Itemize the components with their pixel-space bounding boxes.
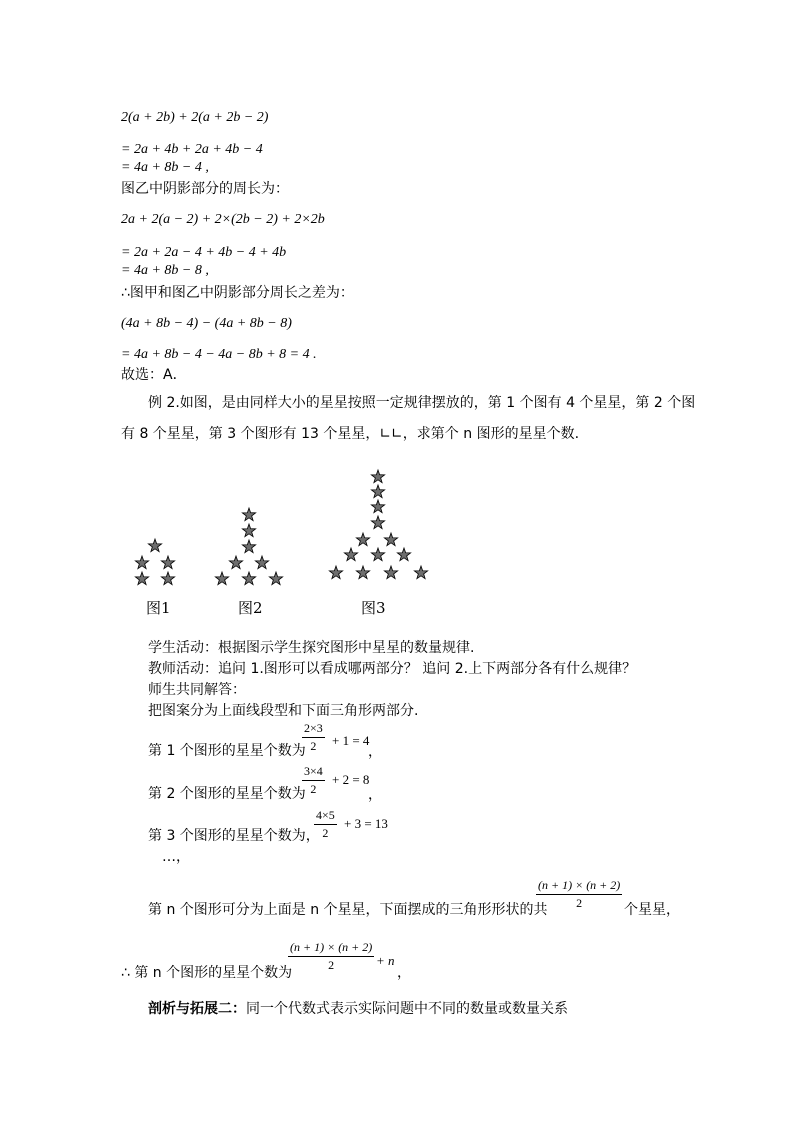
star-icon <box>148 539 161 552</box>
answer-line: 故选：A． <box>121 367 187 383</box>
star-icon <box>371 500 384 513</box>
expr2: 2a + 2(a − 2) + 2×(2b − 2) + 2×2b <box>121 212 325 227</box>
joint-solution: 师生共同解答： <box>148 682 246 698</box>
nth-figure-text: 第 n 个图形可分为上面是 n 个星星，下面摆成的三角形形状的共 <box>148 902 548 918</box>
star-icon <box>384 566 397 579</box>
nth-figure-denominator: 2 <box>576 896 583 910</box>
star-icon <box>397 548 410 561</box>
figure-caption-2: 图2 <box>238 599 263 617</box>
count-row2-denominator: 2 <box>310 782 317 796</box>
star-icon <box>255 556 268 569</box>
star-icon <box>135 556 148 569</box>
star-icon <box>356 566 369 579</box>
section2-text: 同一个代数式表示实际问题中不同的数量或数量关系 <box>246 1001 568 1017</box>
star-icon <box>242 572 255 585</box>
therefore-fraction <box>288 940 374 973</box>
count-row3-numerator: 4×5 <box>314 808 337 825</box>
star-icon <box>371 470 384 483</box>
count-row3-denominator: 2 <box>322 826 329 840</box>
count-row1-rest: + 1 = 4 <box>332 733 370 748</box>
star-icon <box>414 566 427 579</box>
expr1: 2(a + 2b) + 2(a + 2b − 2) <box>121 110 269 125</box>
count-row1-label: 第 1 个图形的星星个数为 <box>148 743 306 759</box>
star-icon <box>371 548 384 561</box>
therefore-label: ∴ 第 n 个图形的星星个数为 <box>121 965 293 981</box>
expr2-step1: = 2a + 2a − 4 + 4b − 4 + 4b <box>121 245 287 260</box>
star-icon <box>229 556 242 569</box>
star-icon <box>161 572 174 585</box>
star-icon <box>135 572 148 585</box>
example2-line2: 有 8 个星星，第 3 个图形有 13 个星星，∟∟，求第个 n 图形的星星个数. <box>121 426 580 442</box>
count-row3-label: 第 3 个图形的星星个数为， <box>148 828 320 844</box>
nth-figure-numerator: (n + 1) × (n + 2) <box>536 878 622 895</box>
count-row2-rest: + 2 = 8 <box>332 772 370 787</box>
section2-heading <box>148 1001 568 1017</box>
nth-figure-text-end: 个星星， <box>624 902 680 918</box>
star-icon <box>329 566 342 579</box>
therefore-end: ， <box>397 965 411 981</box>
count-row2-numerator: 3×4 <box>302 764 325 781</box>
count-row1-fraction <box>302 721 325 754</box>
count-row3-fraction <box>314 808 337 841</box>
yi-perimeter-line: 图乙中阴影部分的周长为： <box>121 181 289 197</box>
star-icon <box>242 540 255 553</box>
expr1-step2: = 4a + 8b − 4 , <box>121 160 209 175</box>
expr1-step1: = 2a + 4b + 2a + 4b − 4 <box>121 142 263 157</box>
star-icon <box>371 516 384 529</box>
star-icon <box>215 572 228 585</box>
figure-caption-3: 图3 <box>361 599 386 617</box>
section2-label: 剖析与拓展二： <box>148 1001 246 1017</box>
expr3-step1: = 4a + 8b − 4 − 4a − 8b + 8 = 4 . <box>121 347 317 362</box>
therefore-rest: + n <box>376 953 395 968</box>
star-icon <box>371 485 384 498</box>
count-row1-numerator: 2×3 <box>302 721 325 738</box>
therefore-denominator: 2 <box>328 958 335 972</box>
nth-figure-fraction <box>536 878 622 911</box>
count-row2-end: ， <box>368 787 382 803</box>
example2-line1: 例 2.如图，是由同样大小的星星按照一定规律摆放的，第 1 个图有 4 个星星，第 2 个图 <box>148 395 696 411</box>
count-row2-fraction <box>302 764 325 797</box>
student-activity: 学生活动：根据图示学生探究图形中星星的数量规律. <box>148 640 475 656</box>
split-description: 把图案分为上面线段型和下面三角形两部分. <box>148 703 419 719</box>
star-icon <box>384 533 397 546</box>
count-row1-end: ， <box>368 744 382 760</box>
figure-caption-1: 图1 <box>146 599 171 617</box>
count-row3-rest: + 3 = 13 <box>344 816 388 831</box>
star-icon <box>344 548 357 561</box>
star-icon <box>356 533 369 546</box>
count-row1-denominator: 2 <box>310 739 317 753</box>
count-row2-label: 第 2 个图形的星星个数为 <box>148 786 306 802</box>
star-icon <box>242 508 255 521</box>
teacher-activity: 教师活动：追问 1.图形可以看成哪两部分？ 追问 2.上下两部分各有什么规律？ <box>148 661 637 677</box>
difference-line: ∴图甲和图乙中阴影部分周长之差为： <box>121 285 354 301</box>
star-icon <box>269 572 282 585</box>
star-icon <box>161 556 174 569</box>
expr2-step2: = 4a + 8b − 8 , <box>121 263 209 278</box>
ellipsis-line: …， <box>162 849 190 865</box>
star-icon <box>242 524 255 537</box>
therefore-numerator: (n + 1) × (n + 2) <box>288 940 374 957</box>
expr3: (4a + 8b − 4) − (4a + 8b − 8) <box>121 316 292 331</box>
